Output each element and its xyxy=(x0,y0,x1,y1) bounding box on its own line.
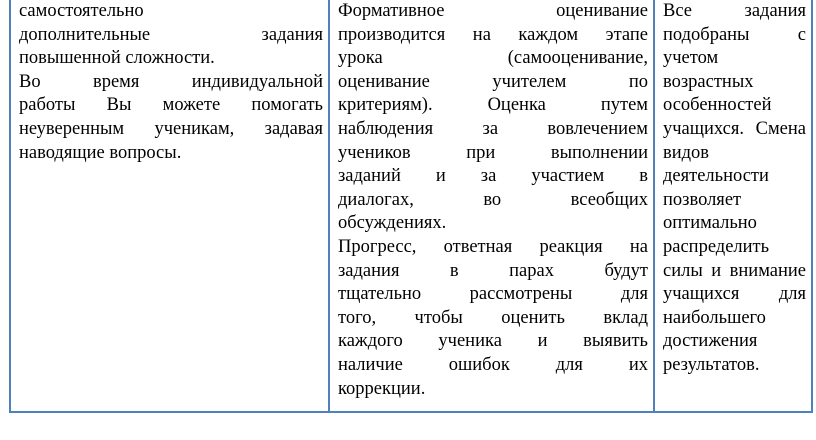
text-line: учеников при выполнении xyxy=(338,142,648,163)
cell-paragraph xyxy=(338,0,648,236)
text-line: каждого ученика и выявить xyxy=(338,331,648,352)
text-line: Формативное оценивание xyxy=(338,1,648,21)
text-line: урока (самооценивание, xyxy=(338,48,648,69)
text-line: задания в парах будут xyxy=(338,260,648,281)
lesson-plan-table xyxy=(9,0,813,413)
text-line: оценивание учителем по xyxy=(338,71,648,92)
cell-paragraph xyxy=(19,71,323,165)
text-line: дополнительные задания xyxy=(19,24,323,45)
text-line: результатов. xyxy=(663,354,760,375)
text-line: того, чтобы оценить вклад xyxy=(338,307,648,328)
text-line: учащихся для xyxy=(663,284,806,305)
cell-paragraph xyxy=(338,236,648,401)
text-line: критериям). Оценка путем xyxy=(338,95,648,116)
text-line: наличие ошибок для их xyxy=(338,354,648,375)
text-line: возрастных xyxy=(663,71,754,92)
text-line: Прогресс, ответная реакция на xyxy=(338,236,648,257)
table-row xyxy=(11,0,811,411)
lesson-plan-table-grid xyxy=(11,0,811,411)
text-line: распределить xyxy=(663,236,770,257)
table-cell-assessment xyxy=(329,0,654,411)
text-line: видов xyxy=(663,142,710,163)
text-line: коррекции. xyxy=(338,378,426,399)
text-line: диалогах, во всеобщих xyxy=(338,189,648,210)
text-line: обсуждениях. xyxy=(338,213,447,234)
text-line: Во время индивидуальной xyxy=(19,71,323,92)
text-line: деятельности xyxy=(663,166,769,187)
text-line: особенностей xyxy=(663,95,772,116)
cell-paragraph xyxy=(19,0,323,71)
text-line: наблюдения за вовлечением xyxy=(338,118,648,139)
text-line: неуверенным ученикам, задавая xyxy=(19,118,323,139)
text-line: производится на каждом этапе xyxy=(338,24,648,45)
text-line: достижения xyxy=(663,331,758,352)
text-line: учащихся. Смена xyxy=(663,118,806,139)
text-line: позволяет xyxy=(663,189,742,210)
text-line: наводящие вопросы. xyxy=(19,142,182,163)
text-line: наибольшего xyxy=(663,307,766,328)
text-line: подобраны с xyxy=(663,24,806,45)
text-line: Все задания xyxy=(663,1,806,21)
text-line: повышенной сложности. xyxy=(19,48,215,69)
text-line: оптимально xyxy=(663,213,757,234)
table-cell-health-safety xyxy=(654,0,811,411)
text-line: самостоятельно xyxy=(19,1,144,21)
table-cell-differentiation xyxy=(11,0,329,411)
text-line: работы Вы можете помогать xyxy=(19,95,323,116)
text-line: тщательно рассмотрены для xyxy=(338,284,648,305)
text-line: заданий и за участием в xyxy=(338,166,648,187)
text-line: силы и внимание xyxy=(663,260,806,281)
text-line: учетом xyxy=(663,48,719,69)
cell-paragraph xyxy=(663,0,806,378)
